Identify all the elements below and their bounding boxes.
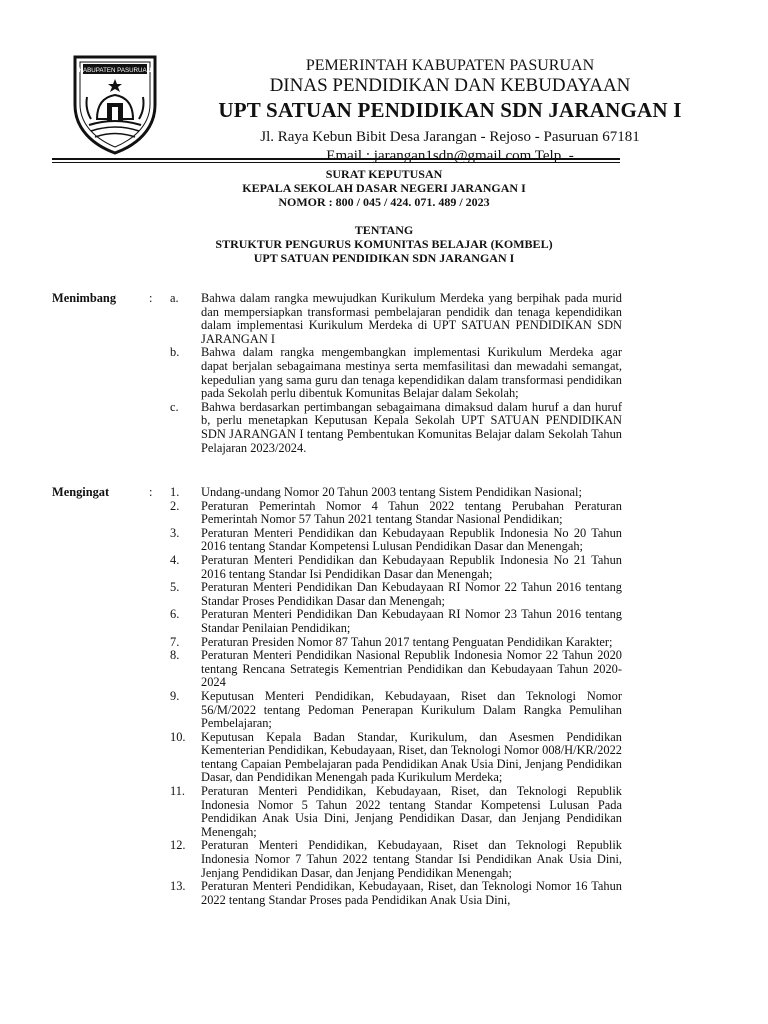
mengingat-list-item [170, 554, 622, 581]
letterhead-school: UPT SATUAN PENDIDIKAN SDN JARANGAN I [218, 98, 682, 122]
mengingat-item-text: Peraturan Menteri Pendidikan, Kebudayaan, Riset, dan Teknologi Republik Indonesia Nomor 5 Tahun 2022 tentang Standar Kompetensi Lulusan Pada Pendidikan Anak Usia Dini, Jenjang Pendidikan Dasar, dan Jenjang Pendidikan Menengah; [201, 784, 622, 839]
mengingat-list-item [170, 527, 622, 554]
decree-tentang: TENTANG [354, 223, 414, 237]
mengingat-colon: : [149, 485, 153, 499]
mengingat-item-marker: 2. [170, 498, 180, 513]
mengingat-item-text: Undang-undang Nomor 20 Tahun 2003 tentang Sistem Pendidikan Nasional; [201, 485, 582, 499]
letterhead-address: Jl. Raya Kebun Bibit Desa Jarangan - Rejoso - Pasuruan 67181 [260, 129, 640, 145]
menimbang-item-text: Bahwa dalam rangka mewujudkan Kurikulum Merdeka yang berpihak pada murid dan mempersiapkan transformasi pembelajaran pendidik dan tenaga kependidikan dalam implementasi Kurikulum Merdeka di UPT SATUAN PENDIDIKAN SDN JARANGAN I [201, 291, 622, 346]
mengingat-item-text: Peraturan Pemerintah Nomor 4 Tahun 2022 tentang Perubahan Peraturan Pemerintah Nomor 57 Tahun 2021 tentang Standar Nasional Pendidikan; [201, 498, 622, 527]
mengingat-list-item [170, 690, 622, 731]
mengingat-list-item [170, 500, 622, 527]
menimbang-colon: : [149, 291, 153, 305]
menimbang-list [170, 292, 622, 455]
mengingat-list-item [170, 608, 622, 635]
menimbang-item-text: Bahwa dalam rangka mengembangkan implementasi Kurikulum Merdeka agar dapat berjalan sebagaimana mestinya serta memfasilitasi dan mewadahi semangat, kepedulian yang sama guru dan tenaga kependidikan dalam transformasi pendidikan pada Sekolah perlu dibentuk Komunitas Belajar dalam Sekolah; [201, 345, 622, 401]
mengingat-item-text: Peraturan Menteri Pendidikan dan Kebudayaan Republik Indonesia No 20 Tahun 2016 tentang Standar Kompetensi Lulusan Pendidikan Dasar dan Menengah; [201, 525, 622, 554]
letterhead-contact: Email : jarangan1sdn@gmail.com Telp. - [326, 148, 574, 164]
menimbang-list-item [170, 401, 622, 455]
mengingat-item-text: Peraturan Menteri Pendidikan Nasional Republik Indonesia Nomor 22 Tahun 2020 tentang Rencana Setrategis Kementrian Pendidikan dan Kebudayaan Tahun 2020-2024 [201, 648, 622, 690]
letterhead-divider-thin [52, 162, 620, 163]
mengingat-list-item [170, 581, 622, 608]
mengingat-item-text: Peraturan Menteri Pendidikan Dan Kebudayaan RI Nomor 23 Tahun 2016 tentang Standar Penilaian Pendidikan; [201, 607, 622, 635]
mengingat-list-item [170, 839, 622, 880]
letterhead-government: PEMERINTAH KABUPATEN PASURUAN [305, 57, 595, 74]
mengingat-list-item [170, 649, 622, 690]
mengingat-item-text: Keputusan Menteri Pendidikan, Kebudayaan, Riset dan Teknologi Nomor 56/M/2022 tentang Pedoman Penerapan Kurikulum Dalam Rangka Pemulihan Pembelajaran; [201, 688, 622, 731]
mengingat-item-text: Peraturan Menteri Pendidikan dan Kebudayaan Republik Indonesia No 21 Tahun 2016 tentang Standar Isi Pendidikan Dasar dan Menengah; [201, 552, 622, 581]
mengingat-item-marker: 1. [170, 485, 180, 499]
decree-subject-line1: STRUKTUR PENGURUS KOMUNITAS BELAJAR (KOMBEL) [215, 237, 553, 251]
mengingat-item-marker: 4. [170, 552, 180, 567]
regency-emblem-logo [67, 47, 163, 155]
menimbang-item-marker: a. [170, 291, 179, 305]
mengingat-label: Mengingat [52, 485, 110, 499]
decree-title: SURAT KEPUTUSAN [325, 167, 443, 181]
mengingat-item-marker: 6. [170, 607, 180, 622]
mengingat-list-item [170, 731, 622, 785]
menimbang-item-marker: c. [170, 399, 179, 414]
decree-subject-line2: UPT SATUAN PENDIDIKAN SDN JARANGAN I [253, 251, 515, 265]
mengingat-item-text: Peraturan Menteri Pendidikan, Kebudayaan, Riset, dan Teknologi Nomor 16 Tahun 2022 tentang Standar Proses pada Pendidikan Anak Usia Dini, [201, 879, 622, 907]
mengingat-list-item [170, 636, 622, 650]
menimbang-label: Menimbang [52, 291, 117, 305]
mengingat-item-text: Peraturan Menteri Pendidikan Dan Kebudayaan RI Nomor 22 Tahun 2016 tentang Standar Proses Pendidikan Dasar dan Menengah; [201, 580, 622, 608]
letterhead [170, 56, 730, 166]
decree-issuer: KEPALA SEKOLAH DASAR NEGERI JARANGAN I [242, 181, 526, 195]
mengingat-item-marker: 12. [170, 838, 186, 853]
mengingat-item-marker: 10. [170, 729, 186, 744]
mengingat-list-item [170, 486, 622, 500]
menimbang-list-item [170, 292, 622, 346]
mengingat-item-marker: 7. [170, 634, 180, 649]
letterhead-divider [52, 158, 620, 160]
mengingat-list-item [170, 785, 622, 839]
mengingat-list [170, 486, 622, 907]
mengingat-item-marker: 3. [170, 525, 180, 540]
mengingat-item-marker: 8. [170, 648, 180, 663]
mengingat-item-marker: 9. [170, 688, 180, 703]
menimbang-item-marker: b. [170, 345, 180, 360]
mengingat-item-text: Keputusan Kepala Badan Standar, Kurikulum, dan Asesmen Pendidikan Kementerian Pendidikan, Kebudayaan, Riset, dan Teknologi Nomor 008/H/KR/2022 tentang Capaian Pembelajaran pada Pendidikan Anak Usia Dini, Jenjang Pendidikan Dasar, dan Pendidikan Menengah pada Kurikulum Merdeka; [201, 729, 622, 785]
mengingat-item-marker: 5. [170, 580, 180, 595]
menimbang-list-item [170, 346, 622, 400]
mengingat-item-text: Peraturan Presiden Nomor 87 Tahun 2017 tentang Penguatan Pendidikan Karakter; [201, 634, 613, 649]
mengingat-item-marker: 11. [170, 784, 186, 799]
mengingat-item-marker: 13. [170, 879, 186, 894]
mengingat-item-text: Peraturan Menteri Pendidikan, Kebudayaan, Riset dan Teknologi Republik Indonesia Nomor 7 Tahun 2022 tentang Standar Isi Pendidikan Anak Usia Dini, Jenjang Pendidikan Dasar, dan Jenjang Pendidikan Menengah; [201, 838, 622, 880]
emblem-text: KABUPATEN PASURUAN [78, 67, 152, 74]
decree-number: NOMOR : 800 / 045 / 424. 071. 489 / 2023 [278, 195, 490, 209]
menimbang-item-text: Bahwa berdasarkan pertimbangan sebagaimana dimaksud dalam huruf a dan huruf b, perlu menetapkan Keputusan Kepala Sekolah UPT SATUAN PENDIDIKAN SDN JARANGAN I tentang Pembentukan Komunitas Belajar dalam Sekolah Tahun Pelajaran 2023/2024. [201, 399, 622, 455]
mengingat-list-item [170, 880, 622, 907]
letterhead-department: DINAS PENDIDIKAN DAN KEBUDAYAAN [269, 75, 631, 96]
